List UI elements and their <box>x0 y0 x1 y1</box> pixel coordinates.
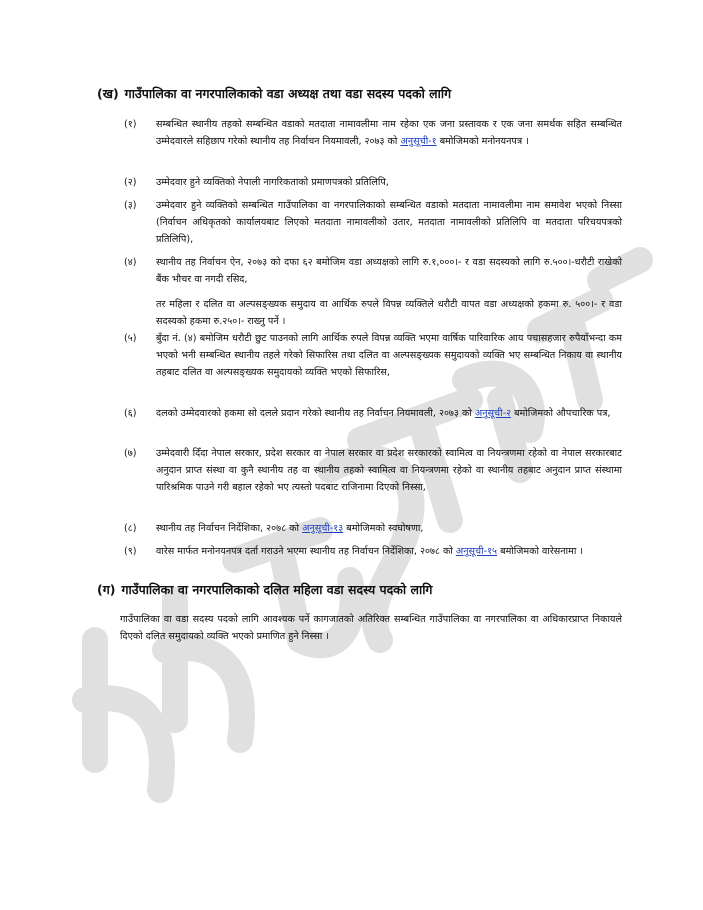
item-text: उम्मेदवारी दिँदा नेपाल सरकार, प्रदेश सरकार वा नेपाल सरकार वा प्रदेश सरकारको स्वामित्व वा नियन्त्रणमा रहेको वा नेपाल सरकारबाट अनुदान प्राप्त संस्था वा कुनै स्थानीय तह वा स्थानीय तहको स्वामित्व वा नियन्त्रणमा रहेको वा स्थानीय तहबाट अनुदान प्राप्त संस्थामा पारिश्रमिक पाउने गरी बहाल रहेको भए त्यस्तो पदबाट राजिनामा दिएको निस्सा, <box>156 448 622 493</box>
anusuchi-2-link[interactable]: अनुसूची-२ <box>474 408 512 419</box>
section-kha-title: गाउँपालिका वा नगरपालिकाको वडा अध्यक्ष तथा वडा सदस्य पदको लागि <box>124 86 452 101</box>
item-number: (३) <box>124 200 137 211</box>
item-text: सम्बन्धित स्थानीय तहको सम्बन्धित वडाको मतदाता नामावलीमा नाम रहेका एक जना प्रस्तावक र एक जना समर्थक सहित सम्बन्धित उम्मेदवारले सहिछाप गरेको स्थानीय तह निर्वाचन नियमावली, २०७३ को अनुसूची-१ बमोजिमको मनोनयनपत्र । <box>156 119 622 147</box>
section-ga-title: गाउँपालिका वा नगरपालिकाको दलित महिला वडा सदस्य पदको लागि <box>121 582 433 597</box>
item-text: स्थानीय तह निर्वाचन निर्देशिका, २०७८ को अनुसूची-१३ बमोजिमको स्वघोषणा, <box>156 523 424 534</box>
section-kha-heading <box>97 86 451 102</box>
list-item <box>120 197 622 248</box>
anusuchi-1-link[interactable]: अनुसूची-१ <box>400 136 437 147</box>
item-number: (८) <box>124 523 137 534</box>
section-ga-marker: (ग) <box>97 582 116 597</box>
item-number: (२) <box>124 177 137 188</box>
anusuchi-15-link[interactable]: अनुसूची-१५ <box>455 546 498 557</box>
item-number: (४) <box>124 257 137 268</box>
list-item <box>120 174 622 191</box>
item-number: (७) <box>124 448 137 459</box>
list-item <box>120 254 622 330</box>
item-text: स्थानीय तह निर्वाचन ऐन, २०७३ को दफा ६२ बमोजिम वडा अध्यक्षको लागि रु.१,०००।- र वडा सदस्यको लागि रु.५००।-धरौटी राखेको बैंक भौचर वा नगदी रसिद, <box>156 257 622 285</box>
item-proviso: तर महिला र दलित वा अल्पसङ्ख्यक समुदाय वा आर्थिक रुपले विपन्न व्यक्तिले धरौटी वापत वडा अध्यक्षको हकमा रु. ५००।- र वडा सदस्यको हकमा रु.२५०।- राख्नु पर्ने । <box>156 299 622 327</box>
list-item <box>120 405 622 422</box>
list-item <box>120 330 622 381</box>
item-text: उम्मेदवार हुने व्यक्तिको नेपाली नागरिकताको प्रमाणपत्रको प्रतिलिपि, <box>156 177 389 188</box>
section-kha-marker: (ख) <box>97 86 119 101</box>
section-ga-heading <box>97 582 432 598</box>
item-number: (६) <box>124 408 137 419</box>
list-item <box>120 520 622 537</box>
anusuchi-13-link[interactable]: अनुसूची-१३ <box>302 523 344 534</box>
item-number: (९) <box>124 546 137 557</box>
item-number: (१) <box>124 119 137 130</box>
item-number: (५) <box>124 333 137 344</box>
item-text: उम्मेदवार हुने व्यक्तिको सम्बन्धित गाउँपालिका वा नगरपालिकाको सम्बन्धित वडाको मतदाता नामावलीमा नाम समावेश भएको निस्सा (निर्वाचन अधिकृतको कार्यालयबाट लिएको मतदाता नामावलीको उतार, मतदाता नामावलीको प्रतिलिपि वा मतदाता परिचयपत्रको प्रतिलिपि), <box>156 200 622 245</box>
item-text: वारेस मार्फत मनोनयनपत्र दर्ता गराउने भएमा स्थानीय तह निर्वाचन निर्देशिका, २०७८ को अनुसूची-१५ बमोजिमको वारेसनामा । <box>156 546 583 557</box>
list-item <box>120 445 622 496</box>
list-item <box>120 116 622 150</box>
item-text: दलको उम्मेदवारको हकमा सो दलले प्रदान गरेको स्थानीय तह निर्वाचन नियमावली, २०७३ को अनुसूची-२ बमोजिमको औपचारिक पत्र, <box>156 408 611 419</box>
item-text: बुँदा नं. (४) बमोजिम धरौटी छुट पाउनको लागि आर्थिक रुपले विपन्न व्यक्ति भएमा वार्षिक पारिवारिक आय पचासहजार रुपैयाँभन्दा कम भएको भनी सम्बन्धित स्थानीय तहले गरेको सिफारिस तथा दलित वा अल्पसङ्ख्यक समुदायको व्यक्ति भए सम्बन्धित निकाय वा स्थानीय तहबाट दलित वा अल्पसङ्ख्यक समुदायको व्यक्ति भएको सिफारिस, <box>156 333 622 378</box>
section-ga-text: गाउँपालिका वा वडा सदस्य पदको लागि आवश्यक पर्ने कागजातको अतिरिक्त सम्बन्धित गाउँपालिका वा नगरपालिका वा अधिकारप्राप्त निकायले दिएको दलित समुदायको व्यक्ति भएको प्रमाणित हुने निस्सा । <box>120 614 622 642</box>
list-item <box>120 543 622 560</box>
